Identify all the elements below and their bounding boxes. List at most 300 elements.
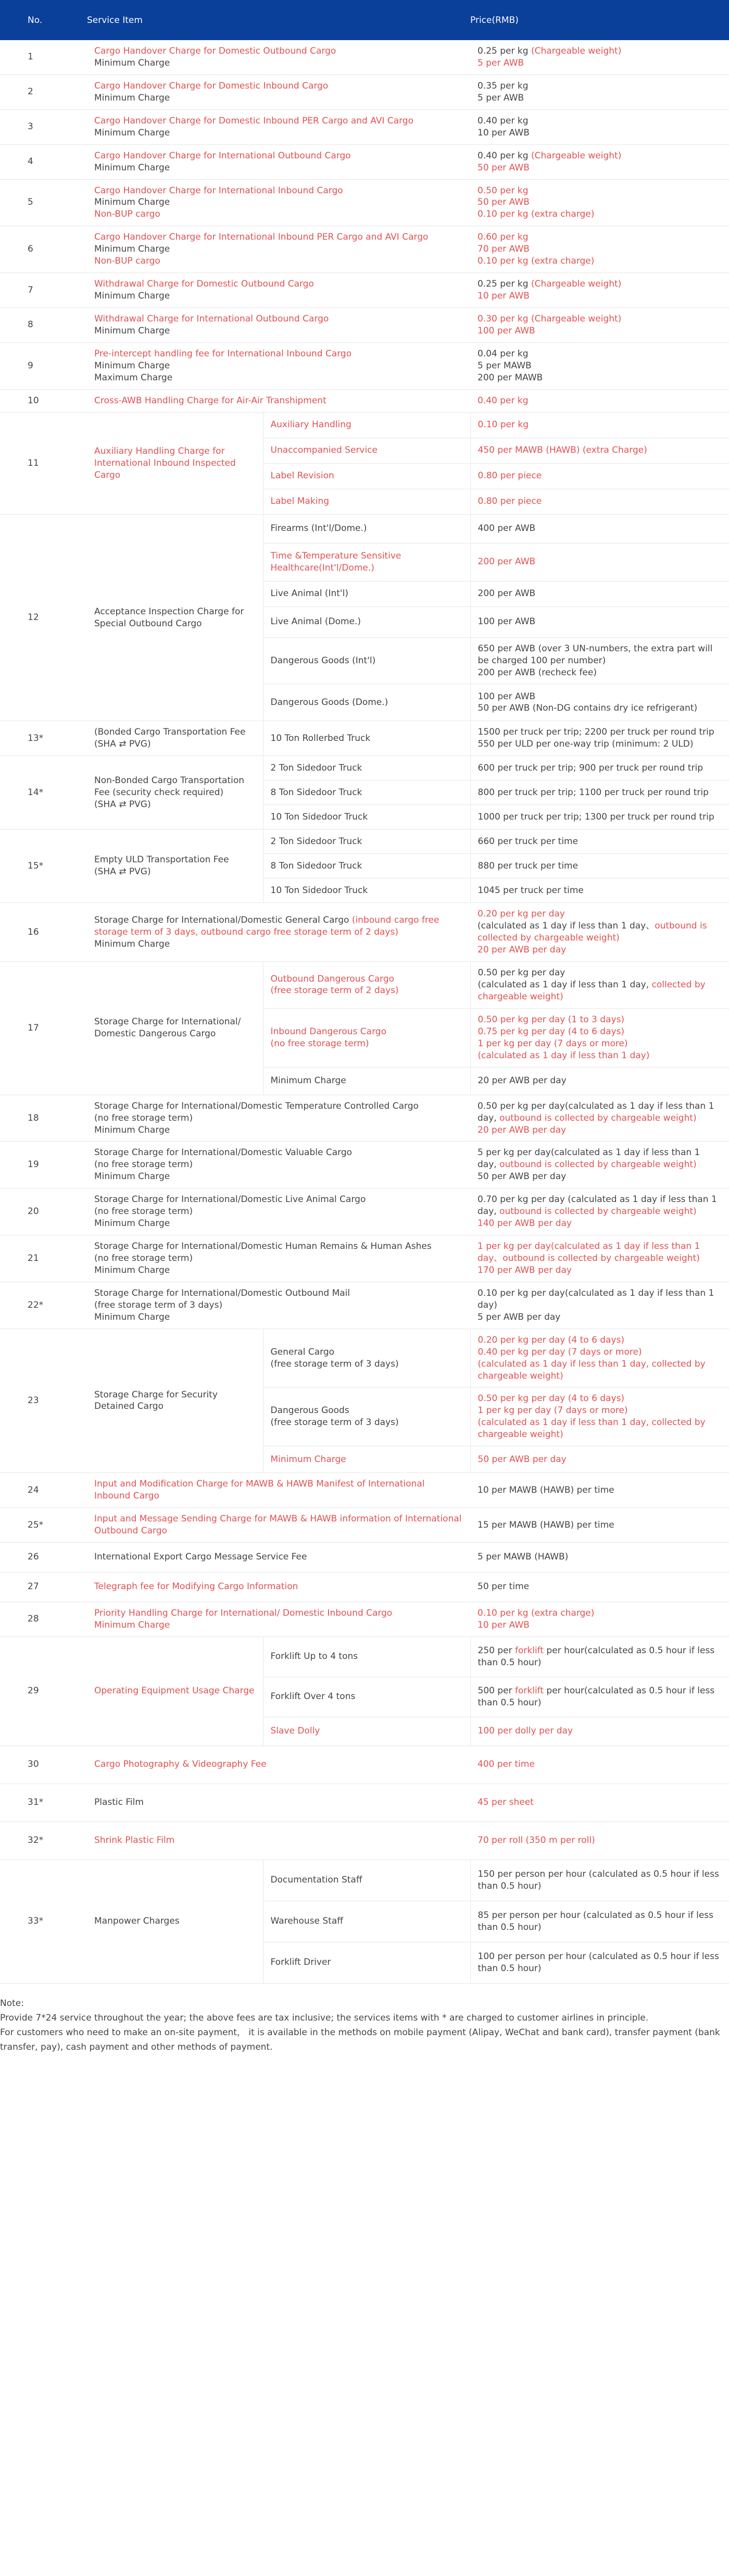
service-line: (SHA ⇄ PVG) [94,866,151,877]
table-row [0,412,729,438]
price-line [477,1100,722,1124]
note-title: Note: [0,1998,24,2009]
price-line: 140 per AWB per day [477,1218,572,1229]
sub-item: Minimum Charge [263,1067,470,1095]
service-item [87,75,470,109]
price-line [477,57,722,69]
price-line: 0.10 per kg (extra charge) [477,1607,595,1618]
price-line [477,395,722,407]
price-text: 0.10 per kg (extra charge) [477,209,595,220]
price: 1000 per truck per trip; 1300 per truck per round trip [470,805,729,829]
price-note: (Chargeable weight) [531,150,622,161]
service-line: (free storage term of 3 days) [94,1299,223,1310]
table-row [0,1188,729,1235]
price-line: 0.10 per kg per day(calculated as 1 day if less than 1 day) [477,1287,714,1310]
price-text: 0.50 per kg [477,185,529,196]
sub-item: Live Animal (Dome.) [263,606,470,637]
price [470,109,729,144]
price-line: 1 per kg per day (7 days or more) [477,1038,628,1049]
service-line: Empty ULD Transportation Fee [94,854,229,865]
price-line [477,127,722,139]
price-line: 10 per AWB [477,1619,530,1630]
sub-line: Dangerous Goods [270,1405,349,1416]
price [470,40,729,75]
price-text: 5 per kg per day(calculated as 1 day if less than 1 day, [477,1147,700,1170]
sub-item: 10 Ton Rollerbed Truck [263,721,470,756]
row-number: 27 [0,1572,87,1602]
price-line: (calculated as 1 day if less than 1 day) [477,1050,650,1061]
table-row [0,144,729,179]
price: 800 per truck per trip; 1100 per truck per round trip [470,781,729,805]
price-text: 250 per [477,1645,515,1656]
row-number: 1 [0,40,87,75]
price [470,75,729,109]
sub-item: Forklift Driver [263,1942,470,1983]
service-item: Input and Message Sending Charge for MAWB & HAWB information of International Outbound Cargo [87,1508,470,1543]
price-line [477,278,722,290]
header-service: Service Item [87,0,470,40]
price-text: 0.04 per kg [477,348,529,359]
price-note: forklift [515,1685,544,1696]
row-number: 28 [0,1602,87,1637]
service-item [87,1235,470,1282]
service-item: Shrink Plastic Film [87,1822,470,1860]
price [470,903,729,962]
service-line: Non-BUP cargo [94,209,160,220]
price: 880 per truck per time [470,854,729,878]
price-line: 170 per AWB per day [477,1265,572,1275]
price-note: outbound is collected by chargeable weight) [499,1112,697,1123]
price: 660 per truck per time [470,829,729,854]
service-item [87,40,470,75]
sub-item: Minimum Charge [263,1446,470,1473]
price [470,179,729,226]
price-line [477,92,722,104]
header-price: Price(RMB) [470,0,729,40]
row-number: 3 [0,109,87,144]
price-line: (calculated as 1 day if less than 1 day, collected by chargeable weight) [477,1358,706,1381]
price-text: 10 per AWB [477,291,530,302]
service-item: International Export Cargo Message Service Fee [87,1542,470,1572]
service-line: Withdrawal Charge for International Outbound Cargo [94,314,329,324]
table-row [0,226,729,273]
row-number: 9 [0,342,87,389]
service-item [87,144,470,179]
price-line [477,313,722,325]
service-line: Storage Charge for International/Domestic Valuable Cargo [94,1147,353,1158]
price-text: 0.25 per kg [477,279,531,290]
price [470,637,729,684]
price: 1045 per truck per time [470,878,729,903]
price-line: 650 per AWB (over 3 UN-numbers, the extra part will be charged 100 per number) [477,643,713,666]
service-line: Storage Charge for International/Domestic Live Animal Cargo [94,1194,366,1205]
price-line: 0.75 per kg per day (4 to 6 days) [477,1026,625,1037]
sub-item: 10 Ton Sidedoor Truck [263,805,470,829]
price-note: collected by chargeable weight) [477,980,706,1002]
table-row [0,1637,729,1677]
sub-item: 8 Ton Sidedoor Truck [263,854,470,878]
price-text: 5 per AWB [477,92,524,103]
price-line [477,1147,722,1171]
price-text: 0.40 per kg [477,115,529,126]
sub-item: 2 Ton Sidedoor Truck [263,756,470,781]
price [470,1188,729,1235]
service-line: Minimum Charge [94,244,170,255]
service-item: Acceptance Inspection Charge for Special Outbound Cargo [87,514,263,721]
service-item: Plastic Film [87,1784,470,1822]
price: 10 per MAWB (HAWB) per time [470,1473,729,1508]
table-row [0,389,729,412]
service-line: Minimum Charge [94,162,170,173]
price-line: 50 per AWB per day [477,1171,567,1182]
row-number: 16 [0,903,87,962]
price-note: (Chargeable weight) [531,46,622,56]
sub-item: 10 Ton Sidedoor Truck [263,878,470,903]
price [470,1142,729,1188]
service-line: (SHA ⇄ PVG) [94,799,151,810]
table-row [0,1745,729,1784]
row-number: 10 [0,389,87,412]
row-number: 24 [0,1473,87,1508]
price: 100 per dolly per day [470,1717,729,1745]
price: 20 per AWB per day [470,1067,729,1095]
row-number: 7 [0,273,87,308]
row-number: 14* [0,756,87,829]
price-note: forklift [515,1645,544,1656]
price: 400 per AWB [470,514,729,543]
table-body [0,40,729,1983]
service-line: (SHA ⇄ PVG) [94,739,151,750]
service-line: Minimum Charge [94,197,170,208]
price: 45 per sheet [470,1784,729,1822]
service-line: (no free storage term) [94,1159,193,1170]
service-item [87,903,470,962]
sub-item [263,962,470,1009]
service-line: Storage Charge for International/Domestic Human Remains & Human Ashes [94,1241,432,1252]
table-row [0,308,729,343]
row-number: 20 [0,1188,87,1235]
price [470,684,729,721]
price-text: (calculated as 1 day if less than 1 day、 [477,921,655,932]
price-line: 1 per kg per day(calculated as 1 day if less than 1 day、outbound is collected by chargeable weight) [477,1241,700,1264]
service-note: (inbound cargo free storage term of 3 days, outbound cargo free storage term of 2 days) [94,914,439,937]
row-number: 4 [0,144,87,179]
price-line [477,208,722,220]
price-text: 100 per AWB [477,325,535,336]
price-line: 1 per kg per day (7 days or more) [477,1405,628,1416]
sub-item: Forklift Up to 4 tons [263,1637,470,1677]
price-line [477,325,722,337]
price: 0.80 per piece [470,463,729,489]
note-line: For customers who need to make an on-site payment， it is available in the methods on mobile payment (Alipay, WeChat and bank card), transfer payment (bank transfer, pay), cash payment and other methods of payment. [0,2027,720,2052]
service-line: Minimum Charge [94,1619,170,1630]
price-line: 0.20 per kg per day [477,909,565,920]
price-line: 0.20 per kg per day (4 to 6 days) [477,1334,625,1345]
service-line: Cargo Handover Charge for International Inbound Cargo [94,185,343,196]
price-line [477,920,722,944]
price-note: (Chargeable weight) [531,279,622,290]
service-line: Cargo Handover Charge for Domestic Inbound Cargo [94,80,329,91]
service-item: Storage Charge for Security Detained Cargo [87,1329,263,1473]
sub-item: 2 Ton Sidedoor Truck [263,829,470,854]
price-text: 50 per AWB [477,197,530,208]
sub-line: (no free storage term) [270,1038,369,1049]
service-line: (no free storage term) [94,1206,193,1217]
service-item [87,308,470,343]
price-text: 200 per MAWB [477,372,543,383]
table-row [0,962,729,1009]
price: 200 per AWB [470,543,729,581]
sub-item [263,1008,470,1067]
price-line: 5 per AWB per day [477,1311,561,1322]
service-line: Cross-AWB Handling Charge for Air-Air Transhipment [94,395,326,406]
price: 70 per roll (350 m per roll) [470,1822,729,1860]
service-line: Minimum Charge [94,1311,170,1322]
price-text: 70 per AWB [477,244,530,255]
row-number: 8 [0,308,87,343]
price [470,1602,729,1637]
row-number: 23 [0,1329,87,1473]
price-line: 0.50 per kg per day [477,968,565,979]
row-number: 19 [0,1142,87,1188]
price: 100 per person per hour (calculated as 0.5 hour if less than 0.5 hour) [470,1942,729,1983]
table-row [0,1473,729,1508]
sub-item [263,1388,470,1446]
table-row [0,1095,729,1142]
price: 15 per MAWB (HAWB) per time [470,1508,729,1543]
row-number: 21 [0,1235,87,1282]
table-row [0,109,729,144]
price-note: outbound is collected by chargeable weight) [499,1206,697,1217]
service-line: Minimum Charge [94,325,170,336]
price-line [477,196,722,208]
row-number: 6 [0,226,87,273]
row-number: 12 [0,514,87,721]
price [470,1637,729,1677]
price-text: 0.50 per kg per day(calculated as 1 day if less than 1 day, [477,1100,714,1123]
price: 200 per AWB [470,581,729,606]
price-text: per hour(calculated as 0.5 hour if less than 0.5 hour) [477,1685,715,1708]
service-item [87,109,470,144]
price-line [477,243,722,255]
sub-item [263,1329,470,1388]
price-text: 0.40 per kg [477,395,529,406]
sub-item: Dangerous Goods (Int'l) [263,637,470,684]
service-line: Minimum Charge [94,1171,170,1182]
price [470,1329,729,1388]
price [470,144,729,179]
price: 5 per MAWB (HAWB) [470,1542,729,1572]
price-line: 20 per AWB per day [477,945,567,956]
service-item [87,829,263,903]
service-line: Storage Charge for International/Domestic Temperature Controlled Cargo [94,1100,419,1111]
service-line: Minimum Charge [94,1265,170,1275]
sub-line: Outbound Dangerous Cargo [270,973,395,984]
price-text: 0.40 per kg [477,150,531,161]
sub-line: (free storage term of 3 days) [270,1417,399,1428]
row-number: 18 [0,1095,87,1142]
price-text: 0.30 per kg (Chargeable weight) [477,314,622,324]
row-number: 5 [0,179,87,226]
service-line: Minimum Charge [94,57,170,68]
service-line: Minimum Charge [94,291,170,302]
table-row [0,721,729,756]
table-row [0,1572,729,1602]
service-item [87,721,263,756]
table-row [0,1508,729,1543]
sub-item: Live Animal (Int'l) [263,581,470,606]
price: 450 per MAWB (HAWB) (extra Charge) [470,438,729,463]
price: 400 per time [470,1745,729,1784]
price [470,721,729,756]
price-line: (calculated as 1 day if less than 1 day, collected by chargeable weight) [477,1417,706,1440]
price-line [477,255,722,267]
row-number: 17 [0,962,87,1095]
price-note: outbound is collected by chargeable weight) [477,921,707,944]
service-line: Minimum Charge [94,92,170,103]
service-line: Non-Bonded Cargo Transportation Fee (security check required) [94,775,245,798]
sub-line: General Cargo [270,1346,335,1357]
sub-item: Slave Dolly [263,1717,470,1745]
service-item: Input and Modification Charge for MAWB & HAWB Manifest of International Inbound Cargo [87,1473,470,1508]
row-number: 26 [0,1542,87,1572]
row-number: 13* [0,721,87,756]
price-line [477,348,722,360]
price: 50 per time [470,1572,729,1602]
price-note: outbound is collected by chargeable weight) [499,1159,697,1170]
table-row [0,756,729,781]
note-line: Provide 7*24 service throughout the year; the above fees are tax inclusive; the services items with * are charged to customer airlines in principle. [0,2012,649,2023]
price-line: 100 per AWB [477,691,536,702]
price-text: 0.35 per kg [477,80,529,91]
sub-item: Label Making [263,489,470,514]
service-line: (no free storage term) [94,1253,193,1264]
row-number: 11 [0,412,87,514]
service-item [87,1188,470,1235]
service-line: Cargo Handover Charge for International Inbound PER Cargo and AVI Cargo [94,232,429,243]
service-item: Operating Equipment Usage Charge [87,1637,263,1745]
price-line: 0.50 per kg per day (1 to 3 days) [477,1014,625,1025]
price [470,1282,729,1329]
price: 0.10 per kg [470,412,729,438]
price-line [477,162,722,174]
table-row [0,342,729,389]
price-line: 0.50 per kg per day (4 to 6 days) [477,1393,625,1404]
service-line: (Bonded Cargo Transportation Fee [94,727,246,738]
service-line: Maximum Charge [94,372,173,383]
service-item [87,1095,470,1142]
service-line: Minimum Charge [94,1124,170,1135]
price-line [477,1194,722,1218]
table-row [0,75,729,109]
service-item [87,179,470,226]
sub-line: (free storage term of 3 days) [270,1358,399,1369]
price: 150 per person per hour (calculated as 0.5 hour if less than 0.5 hour) [470,1860,729,1901]
row-number: 33* [0,1860,87,1983]
service-line [94,914,463,938]
service-line: Minimum Charge [94,1218,170,1229]
table-row [0,1282,729,1329]
table-row [0,1822,729,1860]
service-line: Minimum Charge [94,938,170,949]
price-line [477,231,722,243]
service-text: Storage Charge for International/Domestic General Cargo [94,914,352,925]
service-line: Cargo Handover Charge for Domestic Inbound PER Cargo and AVI Cargo [94,115,413,126]
table-row [0,1235,729,1282]
service-item [87,1282,470,1329]
price-line: 1500 per truck per trip; 2200 per truck per round trip [477,727,714,738]
price-text: per hour(calculated as 0.5 hour if less than 0.5 hour) [477,1645,715,1668]
price-line [477,80,722,92]
table-row [0,1784,729,1822]
service-line: Withdrawal Charge for Domestic Outbound Cargo [94,279,314,290]
table-row [0,1602,729,1637]
table-row [0,179,729,226]
price-text: 0.25 per kg [477,46,531,56]
row-number: 22* [0,1282,87,1329]
sub-item: Unaccompanied Service [263,438,470,463]
price-line: 50 per AWB (Non-DG contains dry ice refrigerant) [477,703,698,714]
price [470,1677,729,1717]
price-text: 500 per [477,1685,515,1696]
price [470,1388,729,1446]
service-line: Priority Handling Charge for International/ Domestic Inbound Cargo [94,1607,393,1618]
price-line: 550 per ULD per one-way trip (minimum: 2 ULD) [477,739,694,750]
service-item [87,273,470,308]
service-item: Telegraph fee for Modifying Cargo Information [87,1572,470,1602]
table-row [0,1329,729,1388]
price [470,1008,729,1067]
service-item: Auxiliary Handling Charge for International Inbound Inspected Cargo [87,412,263,514]
sub-item: Auxiliary Handling [263,412,470,438]
sub-line: (free storage term of 2 days) [270,985,399,996]
service-line: Pre-intercept handling fee for International Inbound Cargo [94,348,352,359]
row-number: 2 [0,75,87,109]
price-text: 5 per MAWB [477,360,532,371]
service-item [87,226,470,273]
price: 0.80 per piece [470,489,729,514]
table-row [0,903,729,962]
service-line: Non-BUP cargo [94,256,160,267]
service-line: Cargo Handover Charge for International Outbound Cargo [94,150,351,161]
price-line [477,360,722,372]
price: 50 per AWB per day [470,1446,729,1473]
price [470,308,729,343]
table-row [0,273,729,308]
service-item: Manpower Charges [87,1860,263,1983]
price-line [477,372,722,384]
price [470,1235,729,1282]
service-item [87,389,470,412]
table-row [0,40,729,75]
price-line [477,45,722,57]
price-text: 50 per AWB [477,162,530,173]
row-number: 15* [0,829,87,903]
row-number: 30 [0,1745,87,1784]
price: 85 per person per hour (calculated as 0.5 hour if less than 0.5 hour) [470,1901,729,1942]
price-line [477,150,722,162]
service-item: Cargo Photography & Videography Fee [87,1745,470,1784]
table-row [0,1860,729,1901]
service-item: Storage Charge for International/ Domestic Dangerous Cargo [87,962,263,1095]
price-text: 10 per AWB [477,127,530,138]
service-line: Cargo Handover Charge for Domestic Outbound Cargo [94,46,336,56]
price-line: 20 per AWB per day [477,1124,567,1135]
price [470,962,729,1009]
price-line [477,290,722,302]
price-line [478,979,722,1003]
price-text: 5 per AWB [477,57,524,68]
